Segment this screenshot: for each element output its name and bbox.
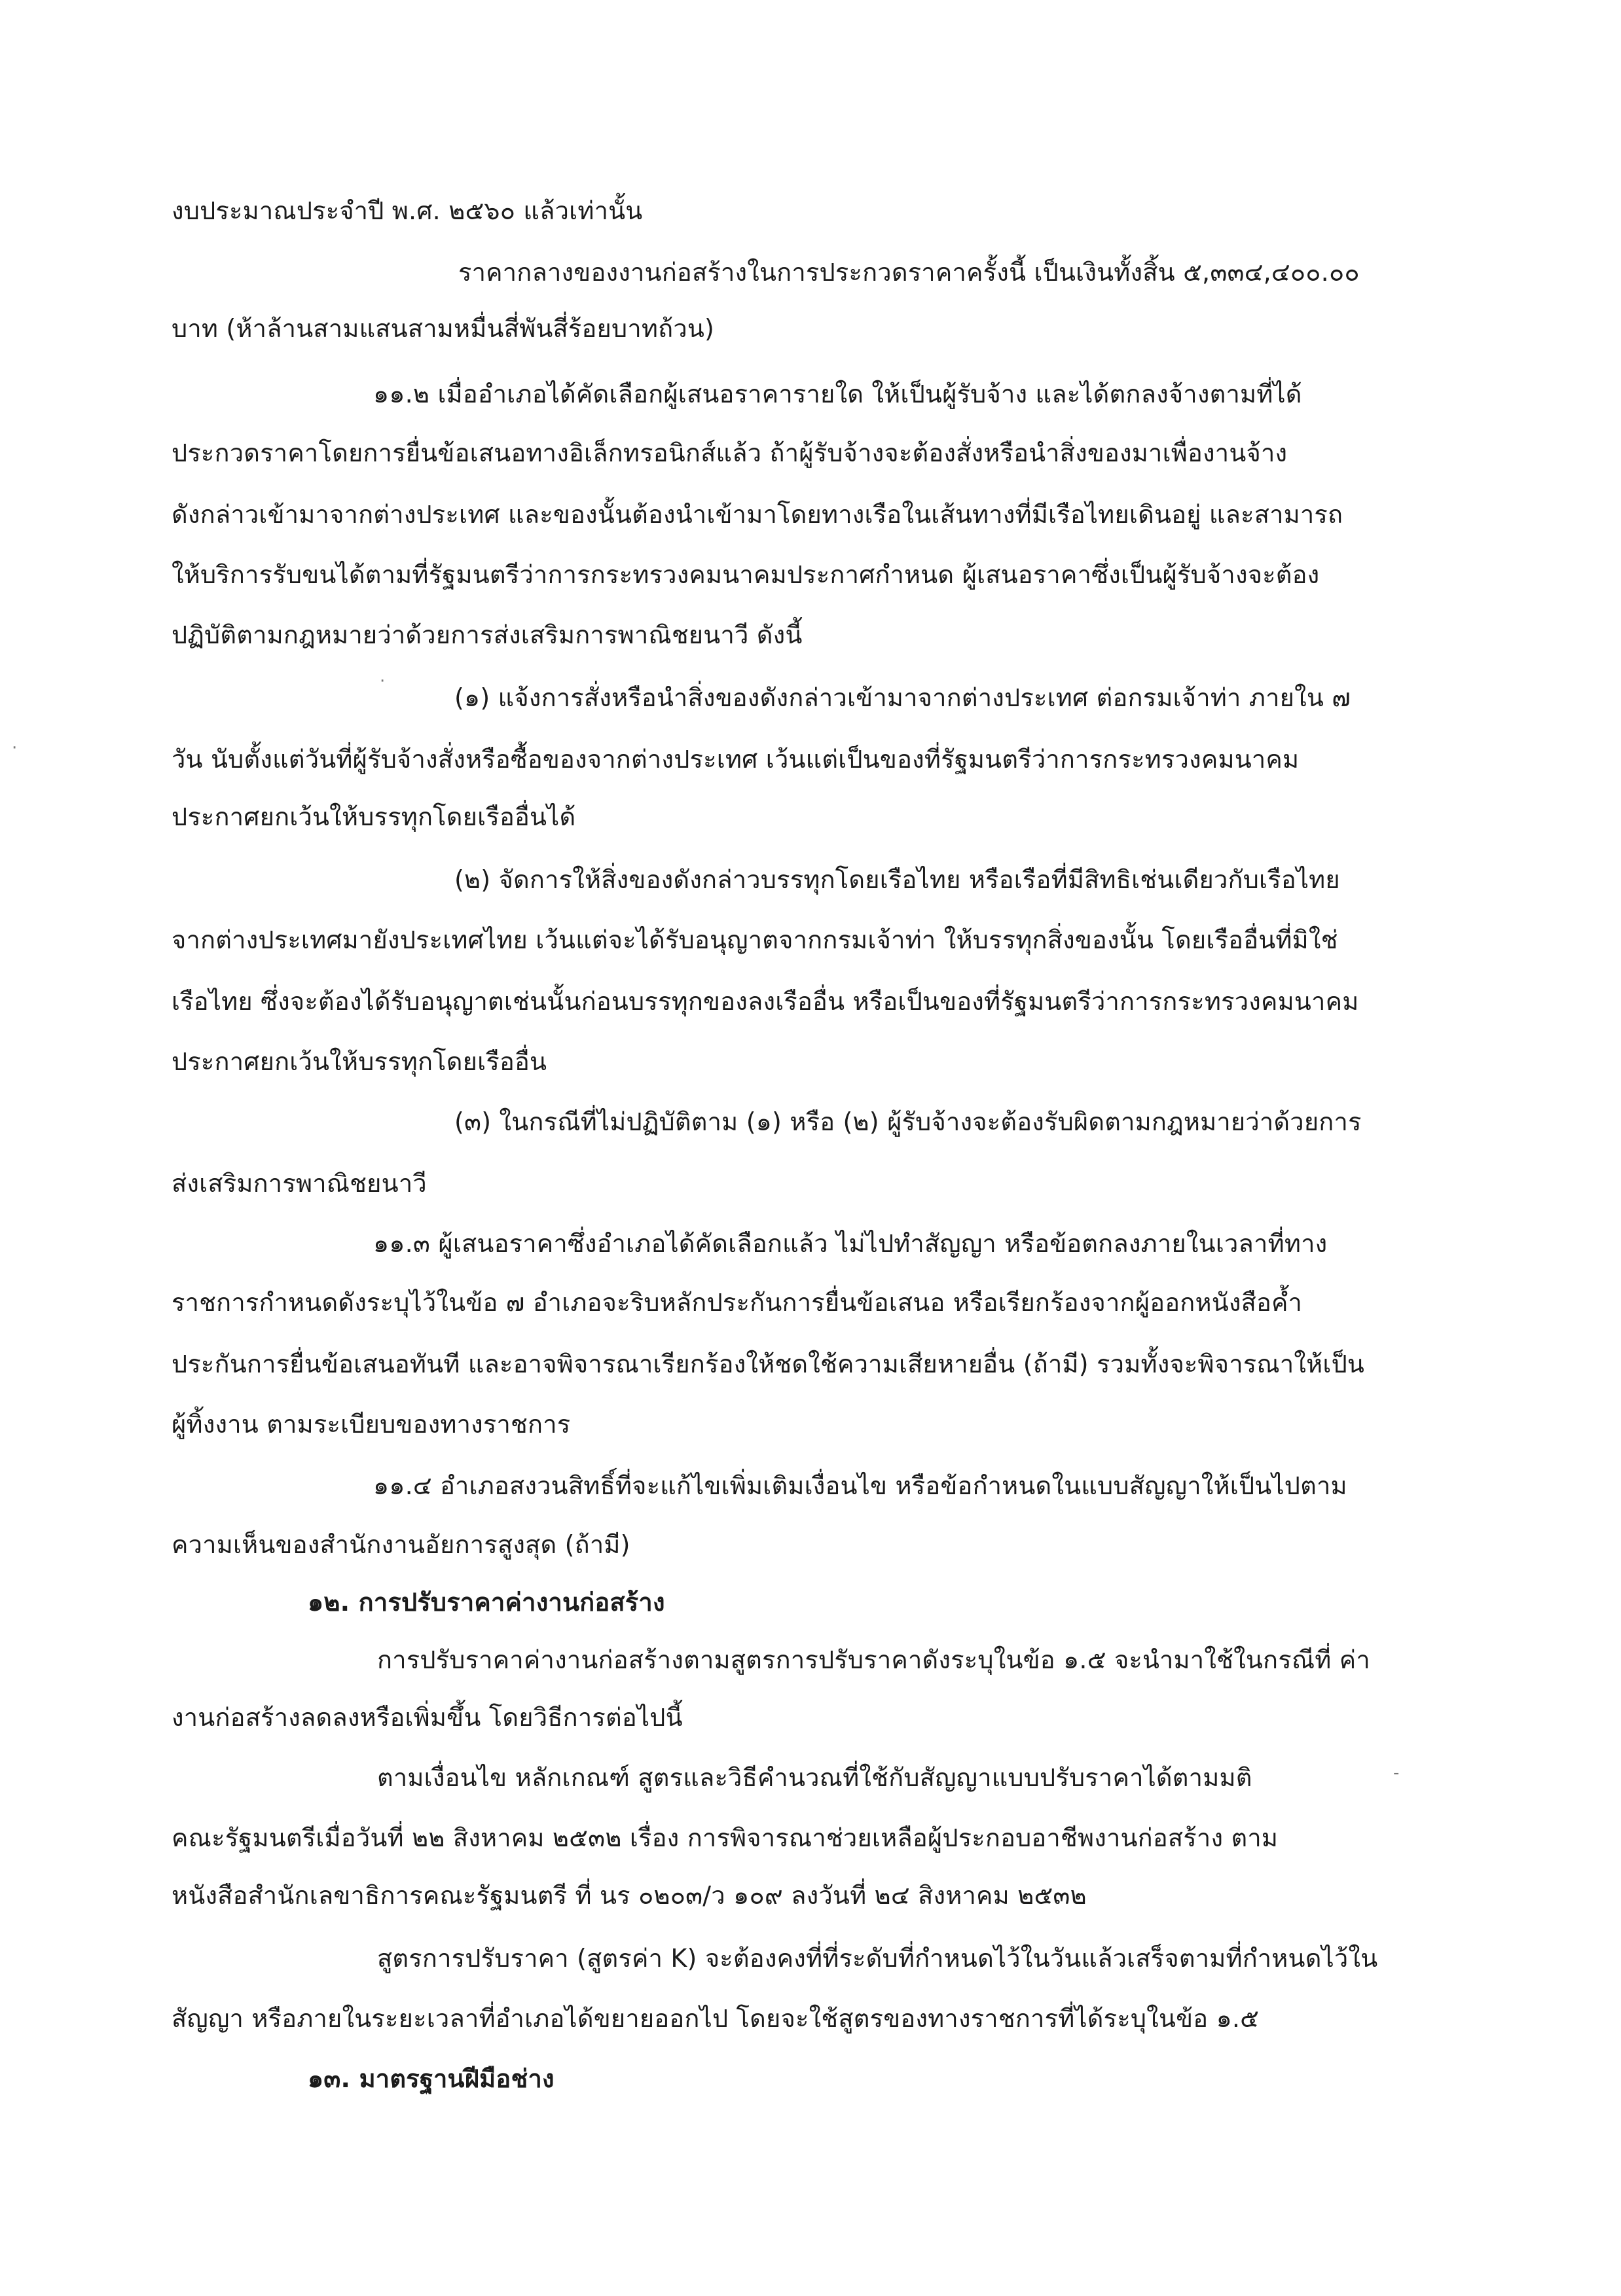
text-line: จากต่างประเทศมายังประเทศไทย เว้นแต่จะได้รับอนุญาตจากกรมเจ้าท่า ให้บรรทุกสิ่งของนั้น โดยเรืออื่นที่มิใช่ bbox=[172, 925, 1338, 954]
section-12-heading: ๑๒. การปรับราคาค่างานก่อสร้าง bbox=[308, 1588, 665, 1617]
scan-speck: · bbox=[380, 672, 386, 691]
item-1-line: (๑) แจ้งการสั่งหรือนำสิ่งของดังกล่าวเข้ามาจากต่างประเทศ ต่อกรมเจ้าท่า ภายใน ๗ bbox=[454, 683, 1351, 712]
text-line: ให้บริการรับขนได้ตามที่รัฐมนตรีว่าการกระทรวงคมนาคมประกาศกำหนด ผู้เสนอราคาซึ่งเป็นผู้รับจ้างจะต้อง bbox=[172, 560, 1320, 589]
text-line: ความเห็นของสำนักงานอัยการสูงสุด (ถ้ามี) bbox=[172, 1530, 630, 1559]
text-line: ประกันการยื่นข้อเสนอทันที และอาจพิจารณาเรียกร้องให้ชดใช้ความเสียหายอื่น (ถ้ามี) รวมทั้งจะพิจารณาให้เป็น bbox=[172, 1350, 1365, 1378]
text-line: การปรับราคาค่างานก่อสร้างตามสูตรการปรับราคาดังระบุในข้อ ๑.๕ จะนำมาใช้ในกรณีที่ ค่า bbox=[377, 1645, 1370, 1674]
scan-speck: - bbox=[1393, 1763, 1400, 1783]
text-line: งานก่อสร้างลดลงหรือเพิ่มขึ้น โดยวิธีการต่อไปนี้ bbox=[172, 1703, 683, 1732]
section-11-3-line: ๑๑.๓ ผู้เสนอราคาซึ่งอำเภอได้คัดเลือกแล้ว ไม่ไปทำสัญญา หรือข้อตกลงภายในเวลาที่ทาง bbox=[373, 1229, 1328, 1258]
text-line: ประกวดราคาโดยการยื่นข้อเสนอทางอิเล็กทรอนิกส์แล้ว ถ้าผู้รับจ้างจะต้องสั่งหรือนำสิ่งของมาเพื่องานจ้าง bbox=[172, 439, 1288, 467]
text-line: สัญญา หรือภายในระยะเวลาที่อำเภอได้ขยายออกไป โดยจะใช้สูตรของทางราชการที่ได้ระบุในข้อ ๑.๕ bbox=[172, 2004, 1260, 2033]
text-line: งบประมาณประจำปี พ.ศ. ๒๕๖๐ แล้วเท่านั้น bbox=[172, 196, 643, 225]
section-11-2-line: ๑๑.๒ เมื่ออำเภอได้คัดเลือกผู้เสนอราคารายใด ให้เป็นผู้รับจ้าง และได้ตกลงจ้างตามที่ได้ bbox=[373, 380, 1302, 408]
scan-speck: · bbox=[12, 738, 18, 758]
section-13-heading: ๑๓. มาตรฐานฝีมือช่าง bbox=[308, 2064, 555, 2093]
text-line: ผู้ทิ้งงาน ตามระเบียบของทางราชการ bbox=[172, 1410, 571, 1439]
text-line: ราคากลางของงานก่อสร้างในการประกวดราคาครั้งนี้ เป็นเงินทั้งสิ้น ๕,๓๓๔,๔๐๐.๐๐ bbox=[458, 258, 1360, 287]
text-line: ประกาศยกเว้นให้บรรทุกโดยเรืออื่นได้ bbox=[172, 802, 576, 831]
text-line: ประกาศยกเว้นให้บรรทุกโดยเรืออื่น bbox=[172, 1047, 547, 1076]
item-3-line: (๓) ในกรณีที่ไม่ปฏิบัติตาม (๑) หรือ (๒) ผู้รับจ้างจะต้องรับผิดตามกฎหมายว่าด้วยการ bbox=[454, 1107, 1362, 1136]
text-line: คณะรัฐมนตรีเมื่อวันที่ ๒๒ สิงหาคม ๒๕๓๒ เรื่อง การพิจารณาช่วยเหลือผู้ประกอบอาชีพงานก่อสร้าง ตาม bbox=[172, 1823, 1279, 1852]
text-line: ตามเงื่อนไข หลักเกณฑ์ สูตรและวิธีคำนวณที่ใช้กับสัญญาแบบปรับราคาได้ตามมติ bbox=[377, 1763, 1252, 1792]
text-line: ส่งเสริมการพาณิชยนาวี bbox=[172, 1169, 427, 1198]
text-line: ปฏิบัติตามกฎหมายว่าด้วยการส่งเสริมการพาณิชยนาวี ดังนี้ bbox=[172, 620, 803, 649]
text-line: สูตรการปรับราคา (สูตรค่า K) จะต้องคงที่ที่ระดับที่กำหนดไว้ในวันแล้วเสร็จตามที่กำหนดไว้ใน bbox=[377, 1944, 1378, 1973]
text-line: หนังสือสำนักเลขาธิการคณะรัฐมนตรี ที่ นร ๐๒๐๓/ว ๑๐๙ ลงวันที่ ๒๔ สิงหาคม ๒๕๓๒ bbox=[172, 1881, 1087, 1910]
text-line: วัน นับตั้งแต่วันที่ผู้รับจ้างสั่งหรือซื้อของจากต่างประเทศ เว้นแต่เป็นของที่รัฐมนตรีว่าการกระทรวงคมนาคม bbox=[172, 745, 1300, 774]
item-2-line: (๒) จัดการให้สิ่งของดังกล่าวบรรทุกโดยเรือไทย หรือเรือที่มีสิทธิเช่นเดียวกับเรือไทย bbox=[454, 865, 1340, 894]
text-line: ดังกล่าวเข้ามาจากต่างประเทศ และของนั้นต้องนำเข้ามาโดยทางเรือในเส้นทางที่มีเรือไทยเดินอยู่ และสามารถ bbox=[172, 500, 1343, 529]
text-line: บาท (ห้าล้านสามแสนสามหมื่นสี่พันสี่ร้อยบาทถ้วน) bbox=[172, 314, 715, 343]
section-11-4-line: ๑๑.๔ อำเภอสงวนสิทธิ์ที่จะแก้ไขเพิ่มเติมเงื่อนไข หรือข้อกำหนดในแบบสัญญาให้เป็นไปตาม bbox=[373, 1471, 1347, 1500]
text-line: เรือไทย ซึ่งจะต้องได้รับอนุญาตเช่นนั้นก่อนบรรทุกของลงเรืออื่น หรือเป็นของที่รัฐมนตรีว่าการกระทรวงคมนาคม bbox=[172, 987, 1359, 1016]
text-line: ราชการกำหนดดังระบุไว้ในข้อ ๗ อำเภอจะริบหลักประกันการยื่นข้อเสนอ หรือเรียกร้องจากผู้ออกหนังสือค้ำ bbox=[172, 1288, 1303, 1317]
